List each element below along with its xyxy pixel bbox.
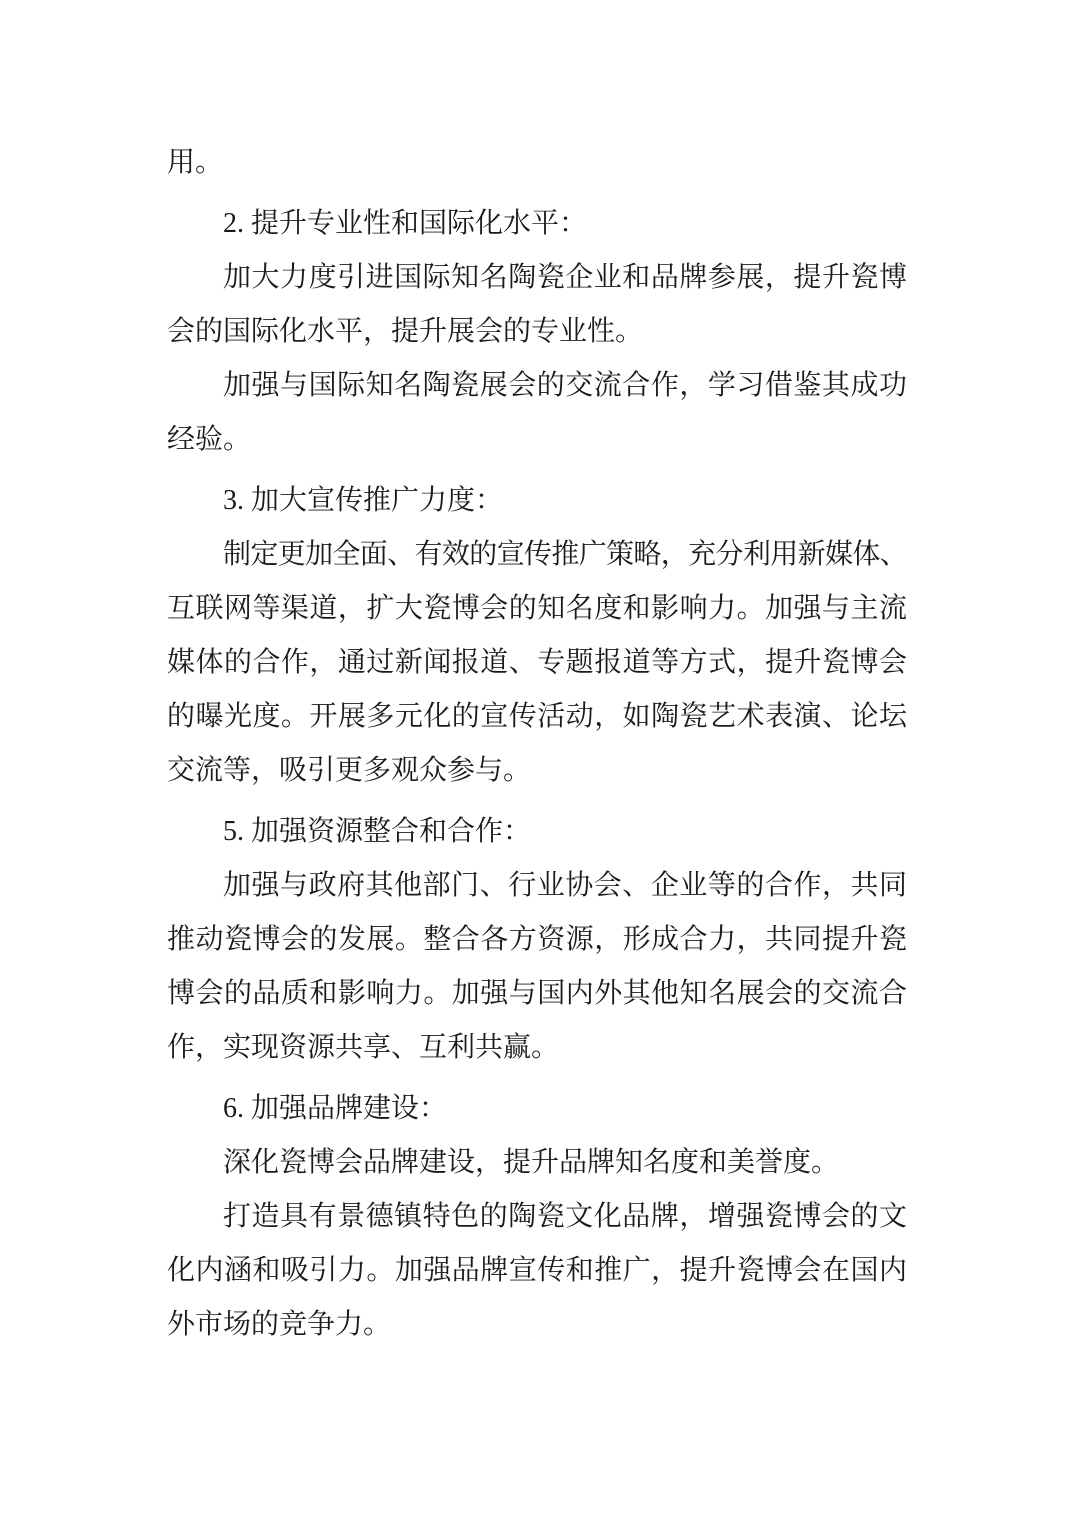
paragraph xyxy=(167,528,907,798)
text-line: 加强与政府其他部门、行业协会、企业等的合作，共同 xyxy=(223,870,907,901)
paragraph xyxy=(167,1136,907,1190)
text-line: 博会的品质和影响力。加强与国内外其他知名展会的交流合 xyxy=(167,978,907,1009)
numbered-heading-3 xyxy=(167,474,907,528)
text-line: 深化瓷博会品牌建设，提升品牌知名度和美誉度。 xyxy=(223,1147,840,1178)
paragraph-continuation xyxy=(167,136,907,190)
paragraph xyxy=(167,359,907,467)
text-line: 互联网等渠道，扩大瓷博会的知名度和影响力。加强与主流 xyxy=(167,593,907,624)
text-line: 交流等，吸引更多观众参与。 xyxy=(167,755,532,786)
text-line: 打造具有景德镇特色的陶瓷文化品牌，增强瓷博会的文 xyxy=(223,1201,907,1232)
paragraph xyxy=(167,1190,907,1352)
numbered-heading-2 xyxy=(167,197,907,251)
text-line: 外市场的竞争力。 xyxy=(167,1309,392,1340)
document-text-block xyxy=(167,136,907,1352)
heading-line: 5. 加强资源整合和合作： xyxy=(223,816,532,847)
text-line: 制定更加全面、有效的宣传推广策略，充分利用新媒体、 xyxy=(223,539,907,570)
paragraph xyxy=(167,251,907,359)
text-line: 用。 xyxy=(167,147,224,178)
text-line: 加强与国际知名陶瓷展会的交流合作，学习借鉴其成功 xyxy=(223,370,907,401)
text-line: 媒体的合作，通过新闻报道、专题报道等方式，提升瓷博会 xyxy=(167,647,907,678)
numbered-heading-5 xyxy=(167,805,907,859)
numbered-heading-6 xyxy=(167,1082,907,1136)
heading-line: 2. 提升专业性和国际化水平： xyxy=(223,208,588,239)
paragraph xyxy=(167,859,907,1075)
text-line: 会的国际化水平，提升展会的专业性。 xyxy=(167,316,644,347)
text-line: 经验。 xyxy=(167,424,252,455)
heading-line: 6. 加强品牌建设： xyxy=(223,1093,448,1124)
text-line: 作，实现资源共享、互利共赢。 xyxy=(167,1032,560,1063)
text-line: 加大力度引进国际知名陶瓷企业和品牌参展，提升瓷博 xyxy=(223,262,907,293)
heading-line: 3. 加大宣传推广力度： xyxy=(223,485,504,516)
text-line: 的曝光度。开展多元化的宣传活动，如陶瓷艺术表演、论坛 xyxy=(167,701,907,732)
text-line: 推动瓷博会的发展。整合各方资源，形成合力，共同提升瓷 xyxy=(167,924,907,955)
text-line: 化内涵和吸引力。加强品牌宣传和推广，提升瓷博会在国内 xyxy=(167,1255,907,1286)
